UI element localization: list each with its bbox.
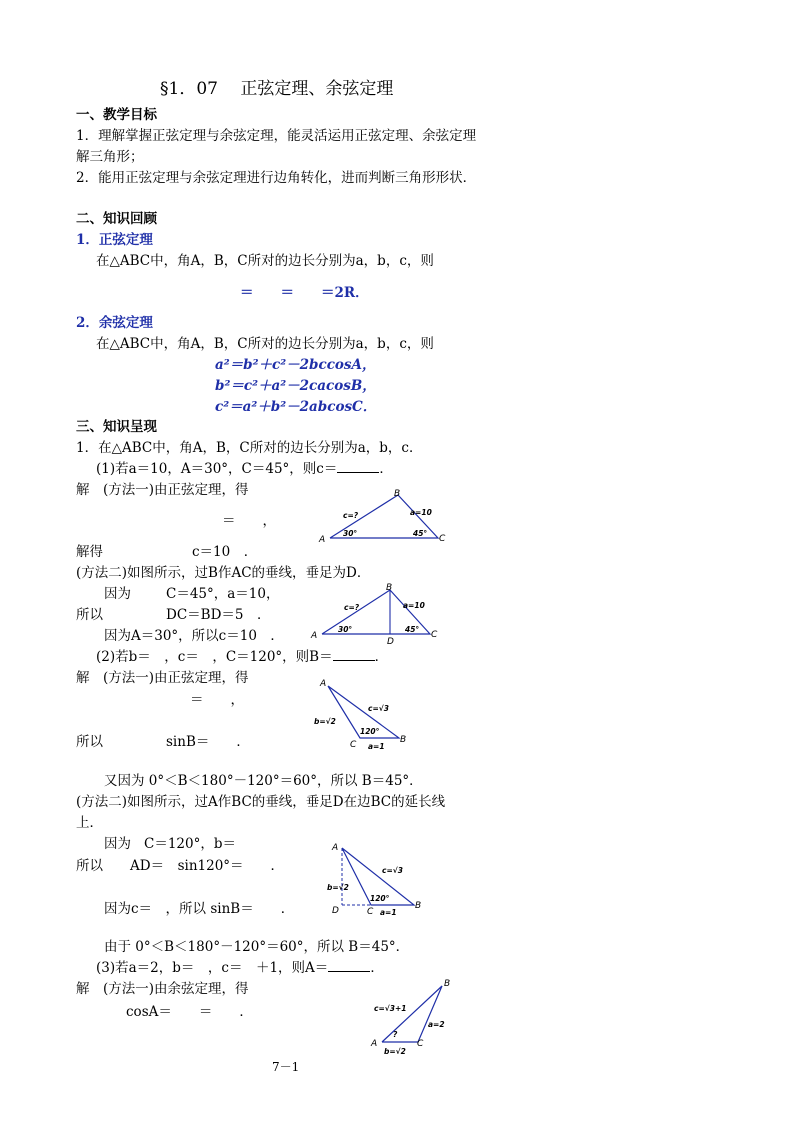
part-3-question [96,959,384,977]
fig5-label-B: B [444,979,451,989]
fig3-side-a: a=1 [368,742,385,751]
triangle-figure-4 [326,840,436,920]
part-2-step-8a: 所以 [76,858,103,874]
sine-law-title: 1．正弦定理 [76,232,153,248]
part-1-step-5a: 因为 [104,586,131,602]
part-2-step-6: 上． [76,815,103,831]
fig3-label-A: A [320,679,327,689]
fig1-label-A: A [319,535,326,545]
fig3-side-b: b=√2 [314,717,336,726]
cosine-law-title: 2．余弦定理 [76,315,153,331]
section-heading-review: 二、知识回顾 [76,211,157,227]
fig4-side-b: b=√2 [327,883,349,892]
fig5-side-c: c=√3+1 [374,1004,407,1013]
part-2-step-3b: sinB＝ ． [166,734,250,750]
goal-line-1: 1．理解掌握正弦定理与余弦定理，能灵活运用正弦定理、余弦定理 [76,128,477,144]
part-1-step-2: ＝ ， [222,513,276,529]
part-2-step-7b: C＝120°，b＝ [144,836,250,852]
fig4-angle-C: 120° [370,894,390,903]
fig2-label-A: A [311,631,318,641]
page-title: §1．07 正弦定理、余弦定理 [160,79,394,99]
triangle-figure-2 [310,582,450,647]
fig3-label-C: C [350,740,357,750]
part-2-step-4: 又因为 0°＜B＜180°－120°＝60°，所以 B＝45°． [104,773,423,789]
part-2-step-9: 因为c＝ ，所以 sinB＝ ． [104,901,295,917]
fig1-angle-A: 30° [343,529,358,538]
part-1-step-1: 解 (方法一)由正弦定理，得 [76,482,249,498]
fig5-side-b: b=√2 [384,1047,406,1056]
fig5-side-a: a=2 [428,1020,445,1029]
fig1-angle-C: 45° [413,529,428,538]
part-2-end: ． [374,649,389,665]
part-1-step-3b: c＝10 ． [192,544,258,560]
answer-blank-3[interactable] [328,959,370,972]
fig4-label-A: A [332,843,339,853]
cosine-formula-2: b²＝c²＋a²－2cacosB， [215,378,376,394]
fig3-side-c: c=√3 [368,704,389,713]
part-1-step-7: 因为A＝30°，所以c＝10 ． [104,628,284,644]
part-1-step-6b: DC＝BD＝5 ． [166,607,271,623]
part-3-text: (3)若a＝2，b＝ ，c＝ ＋1，则A＝ [96,960,329,976]
fig1-label-B: B [394,489,401,499]
part-3-end: ． [370,960,384,976]
section-heading-present: 三、知识呈现 [76,419,157,435]
page-footer: 7－1 [272,1060,300,1074]
part-1-end: ． [379,461,393,477]
fig5-angle-A: ? [393,1030,398,1039]
part-2-step-1: 解 (方法一)由正弦定理，得 [76,670,249,686]
part-1-text: (1)若a＝10，A＝30°，C＝45°，则c＝ [96,461,338,477]
part-2-step-7a: 因为 [104,836,131,852]
question-1: 1．在△ABC中，角A，B，C所对的边长分别为a，b，c． [76,440,423,456]
fig3-label-B: B [400,735,407,745]
part-2-step-10: 由于 0°＜B＜180°－120°＝60°，所以 B＝45°． [104,939,410,955]
fig4-label-C: C [367,907,374,917]
cosine-formula-3: c²＝a²＋b²－2abcosC． [215,399,377,415]
cosine-formula-1: a²＝b²＋c²－2bccosA， [215,357,376,373]
sine-law-formula: ＝ ＝ ＝2R． [240,285,369,301]
fig1-side-a: a=10 [410,508,432,517]
part-2-step-8b: AD＝ sin120°＝ ． [130,858,285,874]
part-3-step-1: 解 (方法一)由余弦定理，得 [76,981,249,997]
goal-line-3: 2．能用正弦定理与余弦定理进行边角转化，进而判断三角形形状． [76,170,477,186]
part-2-step-3a: 所以 [76,734,103,750]
fig4-side-a: a=1 [380,908,397,917]
part-2-text: (2)若b＝ ，c＝ ，C＝120°，则B＝ [96,649,333,665]
fig4-label-D: D [332,906,339,916]
fig5-label-C: C [417,1039,424,1049]
fig2-label-C: C [431,630,438,640]
section-heading-goals: 一、教学目标 [76,107,157,123]
part-1-step-6a: 所以 [76,607,103,623]
part-1-step-5b: C＝45°，a＝10， [166,586,280,602]
fig1-side-c: c=? [343,511,359,520]
fig2-label-B: B [386,583,393,593]
fig2-side-a: a=10 [403,601,425,610]
triangle-figure-5 [368,978,468,1058]
answer-blank-2[interactable] [333,648,375,661]
answer-blank-1[interactable] [337,460,379,473]
fig4-side-c: c=√3 [382,866,403,875]
triangle-figure-1 [318,487,458,547]
fig1-label-C: C [439,534,446,544]
part-3-step-2: cosA＝ ＝ ． [126,1004,253,1020]
goal-line-2: 解三角形； [76,149,144,165]
part-1-step-4: (方法二)如图所示，过B作AC的垂线，垂足为D． [76,565,371,581]
part-2-question [96,648,388,666]
part-1-step-3a: 解得 [76,544,103,560]
part-1-question [96,460,393,478]
fig2-label-D: D [387,637,394,647]
fig2-angle-A: 30° [338,625,353,634]
part-2-step-2: ＝ ， [190,692,244,708]
fig3-angle-C: 120° [360,727,380,736]
fig2-angle-C: 45° [405,625,420,634]
triangle-figure-3 [312,676,422,751]
sine-law-intro: 在△ABC中，角A，B，C所对的边长分别为a，b，c，则 [96,253,434,269]
part-2-step-5: (方法二)如图所示，过A作BC的垂线，垂足D在边BC的延长线 [76,794,446,810]
fig2-side-c: c=? [344,603,360,612]
fig5-label-A: A [371,1039,378,1049]
cosine-law-intro: 在△ABC中，角A，B，C所对的边长分别为a，b，c，则 [96,336,434,352]
fig4-label-B: B [415,901,422,911]
